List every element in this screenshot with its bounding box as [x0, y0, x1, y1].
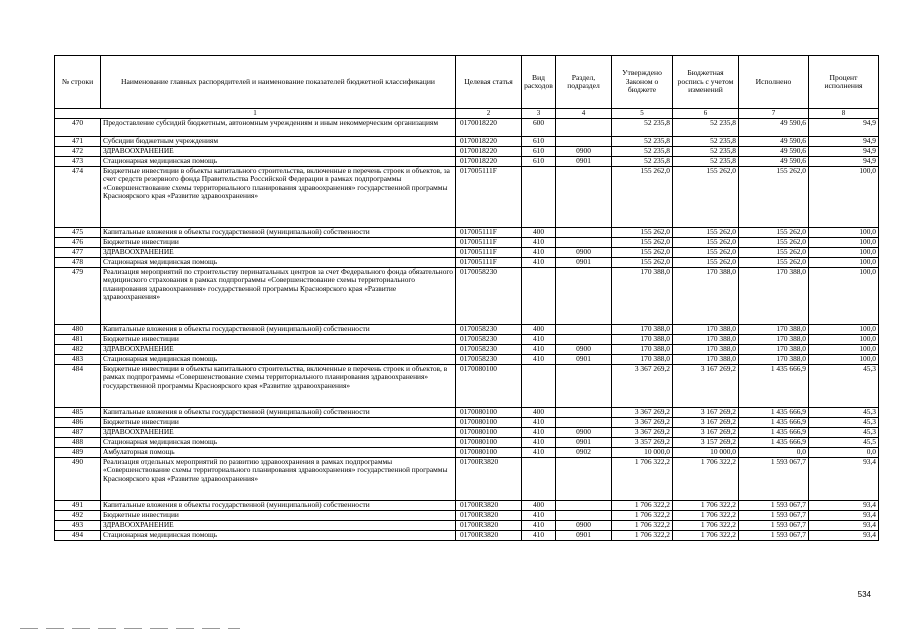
- col-header-code: Целевая статья: [456, 56, 522, 109]
- table-row: [55, 157, 879, 167]
- row-executed: 1 435 666,9: [739, 365, 809, 408]
- row-section: [556, 268, 612, 325]
- table-row: [55, 418, 879, 428]
- row-expense-type: 400: [522, 228, 556, 238]
- row-approved: 155 262,0: [612, 248, 673, 258]
- row-executed: 170 388,0: [739, 335, 809, 345]
- table-row: [55, 137, 879, 147]
- scan-artifact-line: [20, 628, 240, 629]
- table-row: [55, 365, 879, 408]
- row-expense-type: 410: [522, 248, 556, 258]
- row-executed: 170 388,0: [739, 355, 809, 365]
- row-number: 478: [55, 258, 101, 268]
- row-section: [556, 408, 612, 418]
- row-name: ЗДРАВООХРАНЕНИЕ: [101, 248, 456, 258]
- row-percent: 93,4: [809, 531, 879, 541]
- row-expense-type: [522, 365, 556, 408]
- row-percent: 94,9: [809, 137, 879, 147]
- row-target-code: 0170080100: [456, 438, 522, 448]
- row-number: 471: [55, 137, 101, 147]
- row-expense-type: 400: [522, 408, 556, 418]
- row-section: 0900: [556, 345, 612, 355]
- row-executed: 49 590,6: [739, 119, 809, 137]
- row-number: 485: [55, 408, 101, 418]
- table-row: [55, 248, 879, 258]
- row-budget-schedule: 170 388,0: [673, 355, 739, 365]
- row-name: Капитальные вложения в объекты государственной (муниципальной) собственности: [101, 501, 456, 511]
- row-approved: 3 357 269,2: [612, 438, 673, 448]
- row-executed: 155 262,0: [739, 248, 809, 258]
- row-expense-type: 600: [522, 119, 556, 137]
- table-row: [55, 228, 879, 238]
- row-approved: 52 235,8: [612, 157, 673, 167]
- row-percent: 100,0: [809, 355, 879, 365]
- row-target-code: 0170058230: [456, 268, 522, 325]
- row-budget-schedule: 155 262,0: [673, 228, 739, 238]
- row-expense-type: 610: [522, 147, 556, 157]
- table-row: [55, 335, 879, 345]
- col-number-2: 2: [456, 109, 522, 119]
- row-percent: 93,4: [809, 521, 879, 531]
- row-approved: 1 706 322,2: [612, 511, 673, 521]
- row-section: [556, 119, 612, 137]
- table-row: [55, 511, 879, 521]
- row-target-code: 0170080100: [456, 448, 522, 458]
- row-approved: 1 706 322,2: [612, 501, 673, 511]
- row-executed: 170 388,0: [739, 268, 809, 325]
- row-approved: 52 235,8: [612, 137, 673, 147]
- col-number-6: 6: [673, 109, 739, 119]
- row-budget-schedule: 170 388,0: [673, 268, 739, 325]
- row-executed: 155 262,0: [739, 167, 809, 228]
- row-expense-type: 410: [522, 258, 556, 268]
- row-approved: 1 706 322,2: [612, 521, 673, 531]
- row-expense-type: 410: [522, 418, 556, 428]
- col-number-5: 5: [612, 109, 673, 119]
- row-approved: 3 367 269,2: [612, 408, 673, 418]
- row-expense-type: 610: [522, 137, 556, 147]
- row-number: 489: [55, 448, 101, 458]
- row-number: 480: [55, 325, 101, 335]
- table-row: [55, 119, 879, 137]
- row-section: 0901: [556, 531, 612, 541]
- row-target-code: 0170080100: [456, 408, 522, 418]
- row-expense-type: [522, 268, 556, 325]
- col-number-4: 4: [556, 109, 612, 119]
- table-row: [55, 531, 879, 541]
- row-target-code: 017005111F: [456, 248, 522, 258]
- row-target-code: 017005111F: [456, 238, 522, 248]
- row-executed: 1 593 067,7: [739, 458, 809, 501]
- row-budget-schedule: 3 167 269,2: [673, 418, 739, 428]
- row-executed: 170 388,0: [739, 325, 809, 335]
- row-number: 490: [55, 458, 101, 501]
- row-executed: 1 593 067,7: [739, 531, 809, 541]
- row-percent: 0,0: [809, 448, 879, 458]
- row-number: 479: [55, 268, 101, 325]
- col-header-name: Наименование главных распорядителей и наименование показателей бюджетной классификации: [101, 56, 456, 109]
- row-budget-schedule: 52 235,8: [673, 119, 739, 137]
- row-section: [556, 418, 612, 428]
- row-target-code: 0170080100: [456, 365, 522, 408]
- row-approved: 170 388,0: [612, 345, 673, 355]
- table-row: [55, 147, 879, 157]
- row-name: Стационарная медицинская помощь: [101, 157, 456, 167]
- row-number: 472: [55, 147, 101, 157]
- row-percent: 94,9: [809, 119, 879, 137]
- row-approved: 170 388,0: [612, 325, 673, 335]
- row-percent: 94,9: [809, 157, 879, 167]
- row-number: 488: [55, 438, 101, 448]
- row-expense-type: 410: [522, 238, 556, 248]
- row-name: Амбулаторная помощь: [101, 448, 456, 458]
- table-row: [55, 325, 879, 335]
- row-executed: 1 435 666,9: [739, 418, 809, 428]
- row-name: Стационарная медицинская помощь: [101, 355, 456, 365]
- row-expense-type: 410: [522, 438, 556, 448]
- row-name: Стационарная медицинская помощь: [101, 258, 456, 268]
- table-row: [55, 458, 879, 501]
- row-target-code: 0170058230: [456, 335, 522, 345]
- row-budget-schedule: 3 157 269,2: [673, 438, 739, 448]
- col-header-rosp: Бюджетная роспись с учетом изменений: [673, 56, 739, 109]
- row-budget-schedule: 1 706 322,2: [673, 458, 739, 501]
- row-name: Бюджетные инвестиции: [101, 418, 456, 428]
- table-row: [55, 238, 879, 248]
- row-name: Бюджетные инвестиции: [101, 511, 456, 521]
- row-executed: 49 590,6: [739, 137, 809, 147]
- row-target-code: 01700R3820: [456, 521, 522, 531]
- row-section: 0900: [556, 521, 612, 531]
- row-number: 474: [55, 167, 101, 228]
- row-section: [556, 458, 612, 501]
- row-expense-type: 410: [522, 355, 556, 365]
- row-budget-schedule: 10 000,0: [673, 448, 739, 458]
- row-section: 0900: [556, 428, 612, 438]
- row-percent: 100,0: [809, 238, 879, 248]
- row-section: [556, 238, 612, 248]
- row-number: 486: [55, 418, 101, 428]
- budget-execution-table: [54, 55, 879, 541]
- row-executed: 155 262,0: [739, 238, 809, 248]
- row-section: 0902: [556, 448, 612, 458]
- page-number: 534: [857, 590, 871, 599]
- row-target-code: 0170018220: [456, 157, 522, 167]
- row-budget-schedule: 170 388,0: [673, 335, 739, 345]
- table-row: [55, 521, 879, 531]
- row-budget-schedule: 170 388,0: [673, 325, 739, 335]
- row-section: 0900: [556, 147, 612, 157]
- col-header-num: № строки: [55, 56, 101, 109]
- row-name: Стационарная медицинская помощь: [101, 531, 456, 541]
- row-target-code: 01700R3820: [456, 458, 522, 501]
- row-expense-type: [522, 167, 556, 228]
- row-name: Капитальные вложения в объекты государственной (муниципальной) собственности: [101, 228, 456, 238]
- row-percent: 45,3: [809, 365, 879, 408]
- row-section: [556, 167, 612, 228]
- row-target-code: 0170058230: [456, 355, 522, 365]
- row-target-code: 0170058230: [456, 345, 522, 355]
- row-name: Бюджетные инвестиции: [101, 335, 456, 345]
- row-expense-type: 410: [522, 428, 556, 438]
- table-row: [55, 345, 879, 355]
- row-section: [556, 511, 612, 521]
- row-name: ЗДРАВООХРАНЕНИЕ: [101, 428, 456, 438]
- row-percent: 94,9: [809, 147, 879, 157]
- row-expense-type: 410: [522, 531, 556, 541]
- table-row: [55, 428, 879, 438]
- row-budget-schedule: 155 262,0: [673, 248, 739, 258]
- row-name: Стационарная медицинская помощь: [101, 438, 456, 448]
- row-section: 0901: [556, 157, 612, 167]
- row-approved: 155 262,0: [612, 167, 673, 228]
- row-number: 487: [55, 428, 101, 438]
- row-section: [556, 137, 612, 147]
- row-name: Бюджетные инвестиции в объекты капитального строительства, включенные в перечень строек и объектов, в рамках подпрограммы «Совершенствование схемы территориального планирования здравоохранения» государственной программы Красноярского края «Развитие здравоохранения»: [101, 365, 456, 408]
- row-executed: 1 435 666,9: [739, 408, 809, 418]
- row-number: 482: [55, 345, 101, 355]
- row-approved: 155 262,0: [612, 238, 673, 248]
- row-expense-type: [522, 458, 556, 501]
- row-name: ЗДРАВООХРАНЕНИЕ: [101, 147, 456, 157]
- row-percent: 100,0: [809, 228, 879, 238]
- row-percent: 100,0: [809, 268, 879, 325]
- row-budget-schedule: 3 167 269,2: [673, 428, 739, 438]
- row-percent: 100,0: [809, 258, 879, 268]
- row-approved: 155 262,0: [612, 228, 673, 238]
- row-number: 473: [55, 157, 101, 167]
- row-expense-type: 610: [522, 157, 556, 167]
- row-executed: 0,0: [739, 448, 809, 458]
- col-header-isp: Исполнено: [739, 56, 809, 109]
- row-number: 493: [55, 521, 101, 531]
- row-target-code: 017005111F: [456, 228, 522, 238]
- row-expense-type: 410: [522, 345, 556, 355]
- row-executed: 1 593 067,7: [739, 511, 809, 521]
- row-percent: 45,3: [809, 408, 879, 418]
- row-target-code: 0170018220: [456, 147, 522, 157]
- table-row: [55, 268, 879, 325]
- row-expense-type: 400: [522, 325, 556, 335]
- table-row: [55, 167, 879, 228]
- row-number: 484: [55, 365, 101, 408]
- row-section: 0900: [556, 248, 612, 258]
- col-number-1: 1: [55, 109, 456, 119]
- row-executed: 1 435 666,9: [739, 438, 809, 448]
- col-header-vid: Вид расходов: [522, 56, 556, 109]
- row-expense-type: 400: [522, 501, 556, 511]
- row-target-code: 01700R3820: [456, 501, 522, 511]
- col-header-utv: Утверждено Законом о бюджете: [612, 56, 673, 109]
- row-percent: 100,0: [809, 167, 879, 228]
- row-target-code: 0170018220: [456, 119, 522, 137]
- row-number: 476: [55, 238, 101, 248]
- row-percent: 45,3: [809, 428, 879, 438]
- row-percent: 100,0: [809, 335, 879, 345]
- budget-table-container: [54, 55, 878, 541]
- row-approved: 170 388,0: [612, 355, 673, 365]
- row-budget-schedule: 1 706 322,2: [673, 521, 739, 531]
- row-budget-schedule: 1 706 322,2: [673, 511, 739, 521]
- row-target-code: 0170080100: [456, 428, 522, 438]
- row-executed: 170 388,0: [739, 345, 809, 355]
- row-budget-schedule: 1 706 322,2: [673, 531, 739, 541]
- table-row: [55, 408, 879, 418]
- row-target-code: 0170018220: [456, 137, 522, 147]
- row-percent: 45,5: [809, 438, 879, 448]
- row-budget-schedule: 1 706 322,2: [673, 501, 739, 511]
- row-section: [556, 228, 612, 238]
- row-expense-type: 410: [522, 511, 556, 521]
- row-name: Реализация отдельных мероприятий по развитию здравоохранения в рамках подпрограммы «Совершенствование схемы территориального планирования здравоохранения» государственной программы Красноярского края «Развитие здравоохранения»: [101, 458, 456, 501]
- row-executed: 1 593 067,7: [739, 521, 809, 531]
- row-expense-type: 410: [522, 521, 556, 531]
- row-name: Бюджетные инвестиции в объекты капитального строительства, включенные в перечень строек и объектов, за счет средств резервного фонда Правительства Российской Федерации в рамках подпрограммы «Совершенствование схемы территориального планирования здравоохранения» государственной программы Красноярского края «Развитие здравоохранения»: [101, 167, 456, 228]
- row-section: 0901: [556, 355, 612, 365]
- row-budget-schedule: 155 262,0: [673, 167, 739, 228]
- table-row: [55, 258, 879, 268]
- row-budget-schedule: 52 235,8: [673, 137, 739, 147]
- row-approved: 1 706 322,2: [612, 531, 673, 541]
- row-budget-schedule: 3 167 269,2: [673, 365, 739, 408]
- row-name: ЗДРАВООХРАНЕНИЕ: [101, 345, 456, 355]
- row-budget-schedule: 155 262,0: [673, 238, 739, 248]
- row-budget-schedule: 52 235,8: [673, 147, 739, 157]
- row-budget-schedule: 170 388,0: [673, 345, 739, 355]
- row-target-code: 0170080100: [456, 418, 522, 428]
- table-row: [55, 355, 879, 365]
- row-number: 477: [55, 248, 101, 258]
- row-percent: 93,4: [809, 458, 879, 501]
- row-approved: 170 388,0: [612, 268, 673, 325]
- row-approved: 52 235,8: [612, 147, 673, 157]
- row-section: 0901: [556, 438, 612, 448]
- row-section: 0901: [556, 258, 612, 268]
- row-percent: 45,3: [809, 418, 879, 428]
- row-target-code: 0170058230: [456, 325, 522, 335]
- row-approved: 10 000,0: [612, 448, 673, 458]
- row-approved: 155 262,0: [612, 258, 673, 268]
- col-header-razd: Раздел, подраздел: [556, 56, 612, 109]
- row-name: Капитальные вложения в объекты государственной (муниципальной) собственности: [101, 325, 456, 335]
- row-percent: 93,4: [809, 501, 879, 511]
- row-executed: 49 590,6: [739, 157, 809, 167]
- row-approved: 3 367 269,2: [612, 365, 673, 408]
- row-executed: 155 262,0: [739, 258, 809, 268]
- row-percent: 100,0: [809, 345, 879, 355]
- table-header: [55, 56, 879, 119]
- row-percent: 93,4: [809, 511, 879, 521]
- col-header-pct: Процент исполнения: [809, 56, 879, 109]
- row-target-code: 01700R3820: [456, 531, 522, 541]
- table-row: [55, 448, 879, 458]
- column-number-row: [55, 109, 879, 119]
- col-number-3: 3: [522, 109, 556, 119]
- row-number: 494: [55, 531, 101, 541]
- row-expense-type: 410: [522, 335, 556, 345]
- row-number: 491: [55, 501, 101, 511]
- row-budget-schedule: 3 167 269,2: [673, 408, 739, 418]
- row-expense-type: 410: [522, 448, 556, 458]
- row-name: Предоставление субсидий бюджетным, автономным учреждениям и иным некоммерческим организациям: [101, 119, 456, 137]
- row-section: [556, 335, 612, 345]
- row-number: 481: [55, 335, 101, 345]
- row-section: [556, 501, 612, 511]
- row-number: 483: [55, 355, 101, 365]
- row-number: 470: [55, 119, 101, 137]
- row-name: Реализация мероприятий по строительству перинатальных центров за счет Федерального фонда обязательного медицинского страхования в рамках подпрограммы «Совершенствование схемы территориального планирования здравоохранения» государственной программы Красноярского края «Развитие здравоохранения»: [101, 268, 456, 325]
- row-number: 492: [55, 511, 101, 521]
- row-budget-schedule: 52 235,8: [673, 157, 739, 167]
- row-executed: 1 435 666,9: [739, 428, 809, 438]
- table-body: [55, 119, 879, 541]
- row-executed: 1 593 067,7: [739, 501, 809, 511]
- row-percent: 100,0: [809, 248, 879, 258]
- col-number-8: 8: [809, 109, 879, 119]
- row-target-code: 017005111F: [456, 167, 522, 228]
- row-budget-schedule: 155 262,0: [673, 258, 739, 268]
- row-target-code: 01700R3820: [456, 511, 522, 521]
- row-approved: 3 367 269,2: [612, 428, 673, 438]
- row-section: [556, 365, 612, 408]
- row-approved: 170 388,0: [612, 335, 673, 345]
- row-section: [556, 325, 612, 335]
- col-number-7: 7: [739, 109, 809, 119]
- row-approved: 3 367 269,2: [612, 418, 673, 428]
- row-name: ЗДРАВООХРАНЕНИЕ: [101, 521, 456, 531]
- row-approved: 52 235,8: [612, 119, 673, 137]
- row-executed: 155 262,0: [739, 228, 809, 238]
- row-name: Бюджетные инвестиции: [101, 238, 456, 248]
- row-number: 475: [55, 228, 101, 238]
- row-name: Субсидии бюджетным учреждениям: [101, 137, 456, 147]
- table-row: [55, 438, 879, 448]
- row-name: Капитальные вложения в объекты государственной (муниципальной) собственности: [101, 408, 456, 418]
- row-executed: 49 590,6: [739, 147, 809, 157]
- table-row: [55, 501, 879, 511]
- row-percent: 100,0: [809, 325, 879, 335]
- row-approved: 1 706 322,2: [612, 458, 673, 501]
- row-target-code: 017005111F: [456, 258, 522, 268]
